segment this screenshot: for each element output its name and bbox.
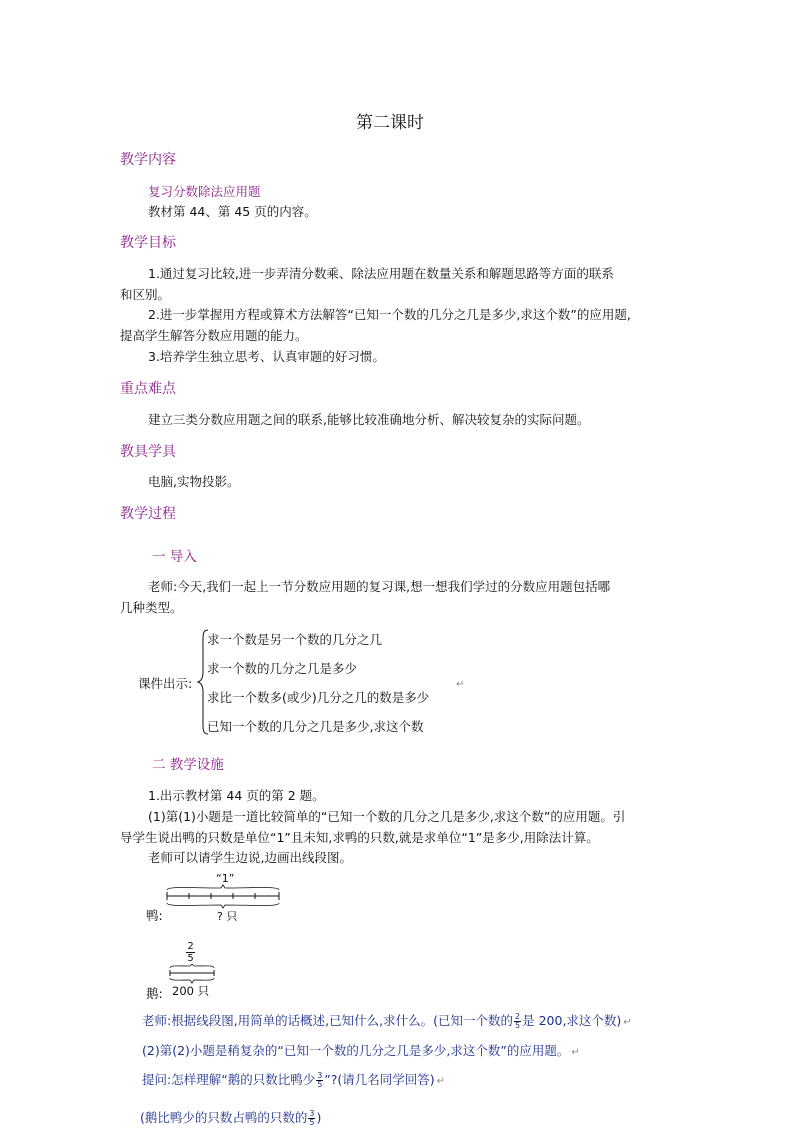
ask-text-a: 提问:怎样理解“鹅的只数比鸭少 <box>142 1072 316 1087</box>
intro-heading: 一 导入 <box>152 549 197 565</box>
duck-label: 鸭: <box>146 908 163 923</box>
line-break-mark-icon: ↵ <box>623 1017 632 1028</box>
goal-2-line-1: 2.进一步掌握用方程或算术方法解答“已知一个数的几分之几是多少,求这个数”的应用题, <box>148 307 631 322</box>
line-break-mark-icon: ↵ <box>571 1047 580 1058</box>
goose-value: 200 只 <box>172 984 210 998</box>
goose-label: 鹅: <box>146 986 163 1001</box>
item-1: 1.出示教材第 44 页的第 2 题。 <box>148 788 325 803</box>
para-1-line-3: 老师可以请学生边说,边画出线段图。 <box>148 850 352 865</box>
fraction-three-fifths <box>316 1072 323 1089</box>
fraction-numerator: 3 <box>309 1109 315 1118</box>
section-heading-process: 教学过程 <box>120 506 176 522</box>
question-2-text: (2)第(2)小题是稍复杂的“已知一个数的几分之几是多少,求这个数”的应用题。 <box>142 1043 570 1058</box>
para-1-line-1: (1)第(1)小题是一道比较简单的“已知一个数的几分之几是多少,求这个数”的应用题。引 <box>148 809 626 824</box>
goal-1-line-2: 和区别。 <box>120 287 171 302</box>
goose-fraction-numerator: 2 <box>187 941 194 952</box>
goal-3: 3.培养学生独立思考、认真审题的好习惯。 <box>148 349 385 364</box>
goose-fraction <box>186 941 195 964</box>
last-line <box>140 1108 321 1128</box>
goose-segment-diagram <box>168 964 218 984</box>
fraction-denominator: 5 <box>309 1118 315 1127</box>
diagram-unit-label: “1” <box>216 872 235 885</box>
fraction-numerator: 2 <box>515 1012 521 1021</box>
goose-fraction-denominator: 5 <box>187 953 194 964</box>
intro-teacher-line-1: 老师:今天,我们一起上一节分数应用题的复习课,想一想我们学过的分数应用题包括哪 <box>148 579 611 594</box>
type-item-3: 求比一个数多(或少)几分之几的数是多少 <box>207 690 430 705</box>
tools-text: 电脑,实物投影。 <box>148 474 240 489</box>
section-heading-keypoints: 重点难点 <box>120 381 176 397</box>
ask-text-b: ”?(请几名同学回答) <box>324 1072 435 1087</box>
teacher-summary-text-a: 老师:根据线段图,用简单的话概述,已知什么,求什么。(已知一个数的 <box>142 1013 514 1028</box>
intro-teacher-line-2: 几种类型。 <box>120 600 183 615</box>
fraction-denominator: 5 <box>317 1080 323 1089</box>
para-1-line-2: 导学生说出鸭的只数是单位“1”且未知,求鸭的只数,就是求单位“1”是多少,用除法计算。 <box>120 830 599 845</box>
goal-1-line-1: 1.通过复习比较,进一步弄清分数乘、除法应用题在数量关系和解题思路等方面的联系 <box>148 266 614 281</box>
duck-unknown-label: ? 只 <box>217 910 238 923</box>
section-heading-goals: 教学目标 <box>120 235 176 251</box>
content-text: 教材第 44、第 45 页的内容。 <box>148 204 317 219</box>
implementation-heading: 二 教学设施 <box>152 757 224 773</box>
fraction-three-fifths-last <box>308 1110 315 1127</box>
page-title: 第二课时 <box>356 113 424 133</box>
fraction-denominator: 5 <box>515 1021 521 1030</box>
section-heading-content: 教学内容 <box>120 152 176 168</box>
section-heading-tools: 教具学具 <box>120 444 176 460</box>
last-line-end: ) <box>316 1110 322 1125</box>
fraction-two-fifths <box>514 1013 521 1030</box>
line-break-mark-icon: ↵ <box>456 679 465 690</box>
fraction-numerator: 3 <box>317 1071 323 1080</box>
type-item-1: 求一个数是另一个数的几分之几 <box>207 632 383 647</box>
type-item-2: 求一个数的几分之几是多少 <box>207 661 358 676</box>
type-item-4: 已知一个数的几分之几是多少,求这个数 <box>207 719 424 734</box>
teacher-summary-text-b: 是 200,求这个数) <box>522 1013 622 1028</box>
question-2-line <box>142 1041 580 1063</box>
teacher-summary-line <box>142 1011 632 1033</box>
keypoints-text: 建立三类分数应用题之间的联系,能够比较准确地分析、解决较复杂的实际问题。 <box>148 412 590 427</box>
courseware-label: 课件出示: <box>138 676 193 691</box>
content-subheading: 复习分数除法应用题 <box>148 184 261 199</box>
goal-2-line-2: 提高学生解答分数应用题的能力。 <box>120 328 308 343</box>
ask-line <box>142 1070 445 1092</box>
last-line-text: (鹅比鸭少的只数占鸭的只数的 <box>140 1110 308 1125</box>
line-break-mark-icon: ↵ <box>436 1076 446 1087</box>
